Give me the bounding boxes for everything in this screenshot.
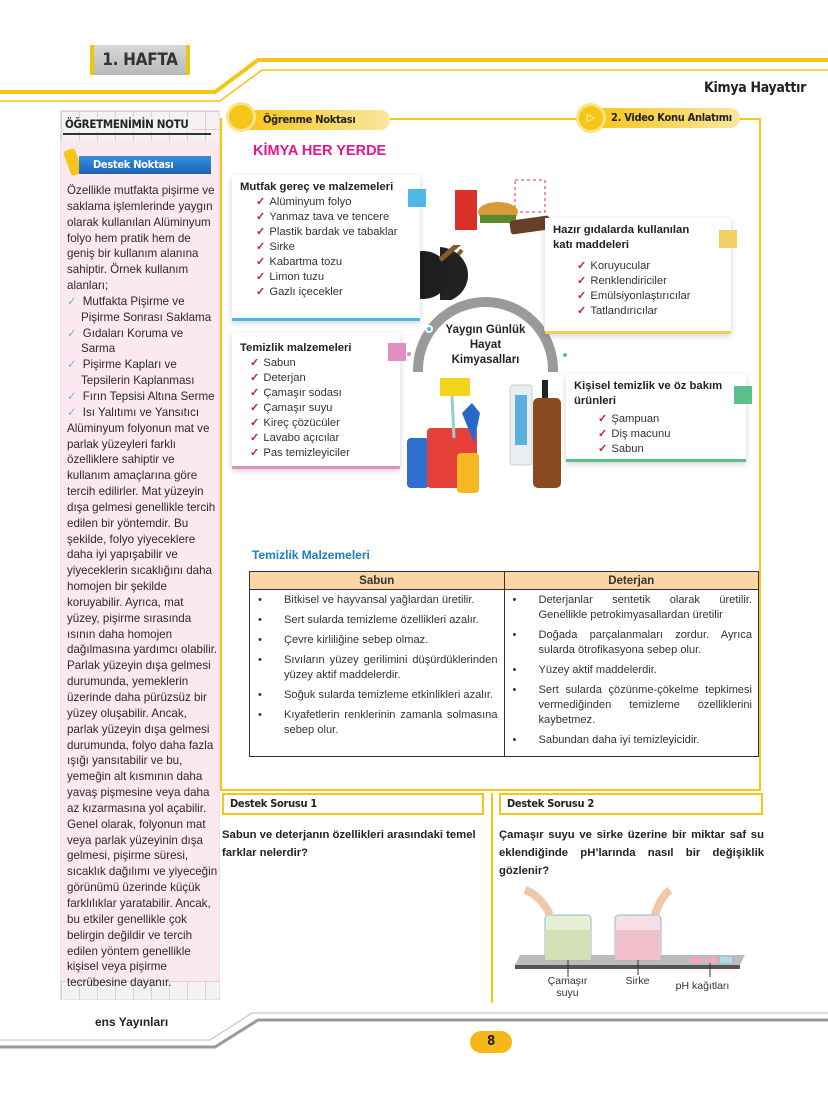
page-number: 8 — [470, 1031, 512, 1053]
table-bullet: • Soğuk sularda temizleme etkinlikleri azalır. — [256, 688, 498, 703]
footer-lines — [0, 1005, 828, 1055]
sidebar-body: Alüminyum folyonun mat ve parlak yüzeyleri farklı özelliklere sahiptir ve kullanım amaçlarına göre tercih edilirler. Mat yüzeyin dışa gelmesi genellikle tercih edilen bir yöntemdir. Bu şekilde, folyo yiyeceklere daha iyi yapışabilir ve yiyeceklerin sıcaklığını daha homojen bir şekilde koruyabilir. Ayrıca, mat yüzey, pişirme sırasında ısının daha homojen dağılmasına yardımcı olabilir. Parlak yüzeyin dışa gelmesi durumunda, yemeklerin üzerinde daha pürüzsüz bir yüzey oluşabilir. Ancak, parlak yüzeyin dışa gelmesi durumunda, folyo daha fazla ışığı yansıtabilir ve bu, yemeğin alt kısmının daha yavaş pişmesine veya daha az kızarmasına yol açabilir. Genel olarak, folyonun mat veya parlak yüzeyinin dışa gelmesi, pişirme süresi, sıcaklık dağılımı ve yiyeceğin görünümü üzerinde küçük farklılıklar yaratabilir. Ancak, bu etkiler genellikle çok belirgin değildir ve tercih edilen yöntem genellikle kişisel veya pişirme tecrübesine dayanır. — [67, 421, 218, 990]
card-title: Temizlik malzemeleri — [240, 342, 352, 354]
corner-tab — [719, 230, 737, 248]
list-item: ✓ Emülsiyonlaştırıcılar — [577, 290, 691, 302]
list-item: ✓ Deterjan — [250, 372, 306, 384]
support-question-1-text: Sabun ve deterjanın özellikleri arasındaki temel farklar nelerdir? — [222, 829, 476, 859]
list-item: ✓ Alüminyum folyo — [256, 196, 352, 208]
support-point-banner: Destek Noktası — [79, 156, 211, 174]
list-item: ✓ Tatlandırıcılar — [577, 305, 658, 317]
section-title: KİMYA HER YERDE — [253, 143, 387, 159]
card-title: Mutfak gereç ve malzemeleri — [240, 181, 394, 193]
dot-marker — [405, 350, 413, 358]
list-item: ✓ Sirke — [256, 241, 295, 253]
card-title: Kişisel temizlik ve öz bakım ürünleri — [574, 380, 723, 407]
check-icon: ✓ — [67, 326, 77, 340]
sidebar-text — [67, 183, 219, 991]
table-bullet: • Doğada parçalanmaları zordur. Ayrıca sularda ötrofikasyona sebep olur. — [511, 628, 753, 658]
card-kitchen — [232, 175, 420, 321]
teacher-note-sidebar — [60, 110, 220, 1000]
learning-point-label: Öğrenme Noktası — [245, 110, 390, 130]
list-item: ✓ Sabun — [598, 443, 644, 455]
figure-label: pH kağıtları — [675, 980, 730, 992]
list-item: ✓ Çamaşır suyu — [250, 402, 333, 414]
sidebar-title: ÖĞRETMENİMİN NOTU — [65, 117, 192, 131]
topic-title: Kimya Hayattır — [704, 80, 806, 96]
column-header: Deterjan — [504, 572, 759, 590]
list-item: ✓ Diş macunu — [598, 428, 671, 440]
list-item: ✓ Şampuan — [598, 413, 660, 425]
use-item: ✓ Fırın Tepsisi Altına Serme — [67, 389, 215, 403]
table-bullet: • Sert sularda temizleme özellikleri azalır. — [256, 613, 498, 628]
check-icon: ✓ — [67, 294, 77, 308]
beaker-experiment-image — [510, 885, 750, 985]
check-icon: ✓ — [67, 389, 77, 403]
figure-label: Sirke — [625, 975, 650, 987]
list-item: ✓ Limon tuzu — [256, 271, 325, 283]
toiletries-image — [505, 380, 575, 490]
divider — [63, 133, 211, 135]
list-item: ✓ Koruyucular — [577, 260, 651, 272]
play-icon[interactable]: ▷ — [576, 103, 606, 133]
comparison-table — [249, 571, 759, 757]
figure-label: Çamaşır suyu — [547, 975, 588, 999]
list-item: ✓ Renklendiriciler — [577, 275, 667, 287]
card-personal-care — [566, 374, 746, 462]
list-item: ✓ Yanmaz tava ve tencere — [256, 211, 390, 223]
sidebar-intro: Özellikle mutfakta pişirme ve saklama işlemlerinde yaygın olarak kullanılan Alüminyum folyo hem pratik hem de geniş bir kullanım alanına sahiptir. Örnek kullanım alanları; — [67, 184, 215, 293]
use-item: ✓ Isı Yalıtımı ve Yansıtıcı — [67, 405, 200, 419]
list-item: ✓ Plastik bardak ve tabaklar — [256, 226, 398, 238]
center-line: Kimyasalları — [451, 354, 520, 366]
column-header: Sabun — [250, 572, 505, 590]
list-item: ✓ Lavabo açıcılar — [250, 432, 340, 444]
center-line: Hayat — [469, 339, 502, 351]
support-question-2-text: Çamaşır suyu ve sirke üzerine bir miktar saf su eklendiğinde pH’larında nasıl bir değişiklik gözlenir? — [499, 829, 764, 877]
list-item: ✓ Gazlı içecekler — [256, 286, 343, 298]
divider — [491, 793, 493, 1003]
table-bullet: • Deterjanlar sentetik olarak üretilir. Genellikle petrokimyasallardan üretilir — [511, 593, 753, 623]
card-ready-food — [545, 218, 731, 334]
table-title: Temizlik Malzemeleri — [252, 548, 370, 562]
card-cleaning — [232, 333, 400, 469]
dot-marker — [425, 325, 433, 333]
list-item: ✓ Pas temizleyiciler — [250, 447, 350, 459]
sabun-cell — [250, 590, 505, 757]
publisher-logo: ens Yayınları — [95, 1015, 169, 1029]
table-bullet: • Sabundan daha iyi temizleyicidir. — [511, 733, 753, 748]
table-bullet: • Çevre kirliliğine sebep olmaz. — [256, 633, 498, 648]
divider — [385, 118, 580, 120]
list-item: ✓ Sabun — [250, 357, 296, 369]
check-icon: ✓ — [67, 358, 77, 372]
use-item: ✓ Mutfakta Pişirme ve Pişirme Sonrası Saklama — [67, 294, 212, 324]
support-question-1-label: Destek Sorusu 1 — [222, 793, 484, 815]
center-line: Yaygın Günlük — [445, 324, 526, 336]
table-bullet: • Yüzey aktif maddelerdir. — [511, 663, 753, 678]
support-question-2-label: Destek Sorusu 2 — [499, 793, 763, 815]
corner-tab — [388, 343, 406, 361]
use-item: ✓ Gıdaları Koruma ve Sarma — [67, 326, 184, 356]
use-item: ✓ Pişirme Kapları ve Tepsilerin Kaplanması — [67, 358, 195, 388]
mascot-icon — [226, 102, 256, 132]
list-item: ✓ Çamaşır sodası — [250, 387, 342, 399]
dot-marker — [561, 351, 569, 359]
week-badge: 1. HAFTA — [90, 45, 190, 75]
cleaning-supplies-image — [402, 368, 502, 498]
table-bullet: • Sıvıların yüzey gerilimini düşürdüklerinden yüzey aktif maddelerdir. — [256, 653, 498, 683]
table-bullet: • Sert sularda çözünme-çökelme tepkimesi vermediğinden temizleme özelliklerini kaybetmez. — [511, 683, 753, 728]
list-item: ✓ Kireç çözücüler — [250, 417, 340, 429]
list-item: ✓ Kabartma tozu — [256, 256, 343, 268]
video-lesson-link[interactable]: 2. Video Konu Anlatımı — [595, 108, 740, 128]
table-bullet: • Bitkisel ve hayvansal yağlardan üretilir. — [256, 593, 498, 608]
corner-tab — [734, 386, 752, 404]
table-bullet: • Kıyafetlerin renklerinin zamanla solmasına sebep olur. — [256, 708, 498, 738]
corner-tab — [408, 189, 426, 207]
card-title: Hazır gıdalarda kullanılan katı maddeleri — [553, 224, 690, 251]
check-icon: ✓ — [67, 405, 77, 419]
deterjan-cell — [504, 590, 759, 757]
